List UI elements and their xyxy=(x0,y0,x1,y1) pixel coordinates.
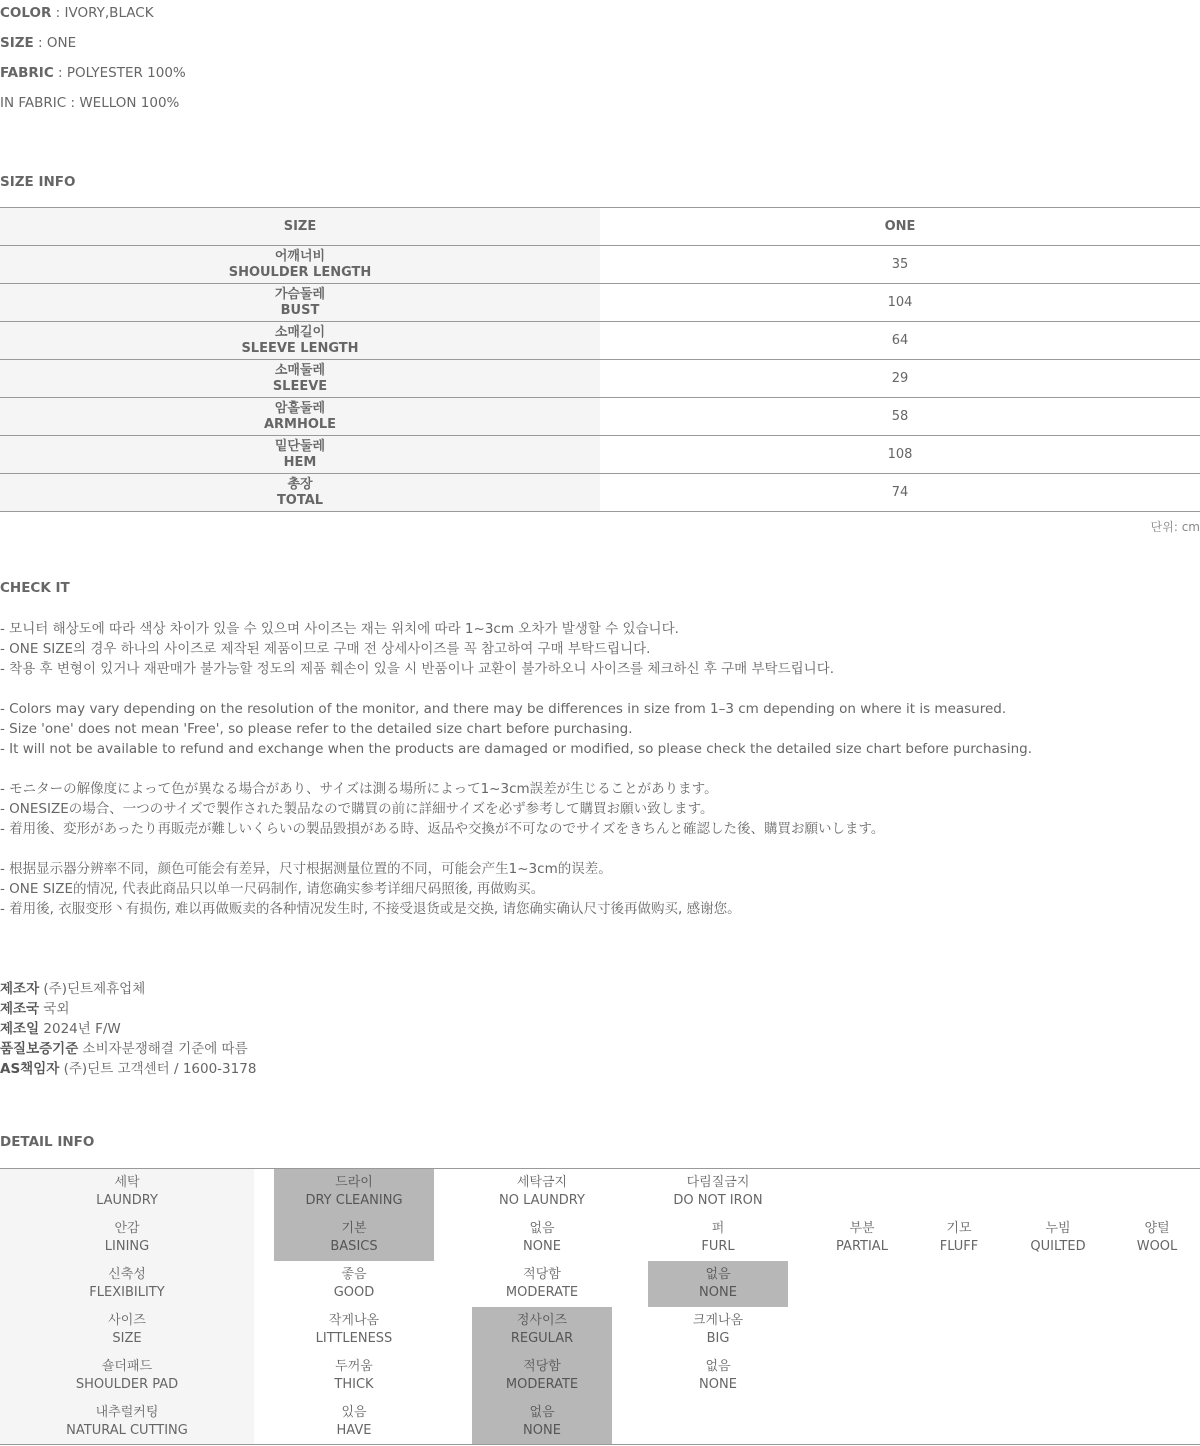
size-label-en: ARMHOLE xyxy=(263,416,337,432)
detail-option xyxy=(914,1215,1004,1261)
option-ko: 기본 xyxy=(341,1221,367,1236)
maker-country xyxy=(0,999,70,1019)
detail-label-ko: 세탁 xyxy=(114,1175,140,1190)
size-row-value: 29 xyxy=(891,371,909,386)
option-ko: 드라이 xyxy=(335,1175,373,1190)
detail-option-selected xyxy=(274,1215,434,1261)
size-row-label xyxy=(0,322,600,359)
option-ko: 없음 xyxy=(705,1267,731,1282)
size-label-en: TOTAL xyxy=(276,492,324,508)
size-row-value: 108 xyxy=(887,447,913,462)
maker-manufacturer xyxy=(0,979,145,999)
option-ko: 적당함 xyxy=(523,1267,561,1282)
size-info-title: SIZE INFO xyxy=(0,174,76,190)
option-ko: 두꺼움 xyxy=(335,1359,373,1374)
spec-key: COLOR xyxy=(0,5,52,21)
detail-label-size xyxy=(0,1307,254,1353)
size-header-label: SIZE xyxy=(0,208,600,245)
maker-value: (주)딘트제휴업체 xyxy=(39,981,146,997)
option-en: GOOD xyxy=(333,1285,375,1300)
maker-value: 소비자분쟁해결 기준에 따름 xyxy=(78,1041,248,1057)
detail-option-selected xyxy=(648,1261,788,1307)
detail-option xyxy=(274,1261,434,1307)
option-en: WOOL xyxy=(1136,1239,1178,1254)
option-en: MODERATE xyxy=(505,1377,579,1392)
spec-fabric xyxy=(0,63,186,83)
size-label-en: HEM xyxy=(283,454,317,470)
unit-note: 단위: cm xyxy=(1150,520,1200,534)
size-row-value: 74 xyxy=(891,485,909,500)
option-ko: 크게나옴 xyxy=(692,1313,744,1328)
option-ko: 다림질금지 xyxy=(686,1175,750,1190)
option-ko: 양털 xyxy=(1144,1221,1170,1236)
size-table xyxy=(0,207,1200,512)
maker-value: (주)딘트 고객센터 / 1600-3178 xyxy=(59,1061,257,1077)
detail-label-en: FLEXIBILITY xyxy=(89,1285,165,1300)
size-row-label xyxy=(0,436,600,473)
size-label-ko: 가슴둘레 xyxy=(274,286,326,302)
notice-line: - It will not be available to refund and exchange when the products are damaged or modified, so please check the detailed size chart before purchasing. xyxy=(0,741,1032,757)
option-en: DRY CLEANING xyxy=(305,1193,403,1208)
detail-option xyxy=(274,1353,434,1399)
size-label-ko: 어깨너비 xyxy=(274,248,326,264)
maker-key: AS책임자 xyxy=(0,1061,60,1077)
spec-key: FABRIC xyxy=(0,65,54,81)
option-ko: 작게나옴 xyxy=(328,1313,380,1328)
maker-key: 품질보증기준 xyxy=(0,1041,79,1057)
size-row-value: 64 xyxy=(891,333,909,348)
option-en: NONE xyxy=(699,1285,737,1300)
maker-value: 국외 xyxy=(39,1001,70,1017)
notice-line: - 着用後、変形があったり再販売が難しいくらいの製品毀損がある時、返品や交換が不可なのでサイズをきちんと確認した後、購買お願いします。 xyxy=(0,821,885,837)
detail-option xyxy=(1114,1215,1200,1261)
detail-bottom-rule xyxy=(0,1444,1200,1445)
option-en: FURL xyxy=(701,1239,735,1254)
size-label-ko: 밑단둘레 xyxy=(274,438,326,454)
detail-label-en: LAUNDRY xyxy=(96,1193,158,1208)
spec-color xyxy=(0,3,154,23)
spec-value: : ONE xyxy=(33,35,77,51)
notice-line: - 根据显示器分辨率不同，颜色可能会有差异，尺寸根据测量位置的不同，可能会产生1~3cm的误差。 xyxy=(0,861,612,877)
detail-label-flexibility xyxy=(0,1261,254,1307)
detail-option xyxy=(274,1307,434,1353)
size-row-label xyxy=(0,246,600,283)
spec-in-fabric xyxy=(0,93,179,113)
notice-line: - ONESIZEの場合、一つのサイズで製作された製品なので購買の前に詳細サイズを必ず参考して購買お願い致します。 xyxy=(0,801,714,817)
option-ko: 정사이즈 xyxy=(516,1313,568,1328)
size-row-label xyxy=(0,360,600,397)
spec-value: IN FABRIC : WELLON 100% xyxy=(0,95,180,111)
maker-value: 2024년 F/W xyxy=(39,1021,121,1037)
maker-as xyxy=(0,1059,256,1079)
table-row xyxy=(0,474,1200,512)
notice-line: - 착용 후 변형이 있거나 재판매가 불가능할 정도의 제품 훼손이 있을 시 반품이나 교환이 불가하오니 사이즈를 체크하신 후 구매 부탁드립니다. xyxy=(0,661,835,677)
option-ko: 세탁금지 xyxy=(516,1175,568,1190)
table-row xyxy=(0,246,1200,284)
detail-label-en: SHOULDER PAD xyxy=(75,1377,179,1392)
detail-option-selected xyxy=(472,1307,612,1353)
detail-option-selected xyxy=(472,1399,612,1444)
table-row xyxy=(0,284,1200,322)
option-en: DO NOT IRON xyxy=(673,1193,763,1208)
size-label-en: SLEEVE xyxy=(272,378,328,394)
detail-option xyxy=(1010,1215,1106,1261)
detail-label-lining xyxy=(0,1215,254,1261)
size-label-en: SLEEVE LENGTH xyxy=(241,340,359,356)
option-ko: 없음 xyxy=(705,1359,731,1374)
maker-quality xyxy=(0,1039,248,1059)
option-en: REGULAR xyxy=(510,1331,574,1346)
detail-option-selected xyxy=(472,1353,612,1399)
detail-label-en: LINING xyxy=(104,1239,150,1254)
check-it-title: CHECK IT xyxy=(0,580,70,596)
option-en: BASICS xyxy=(330,1239,378,1254)
option-en: FLUFF xyxy=(939,1239,979,1254)
option-ko: 기모 xyxy=(946,1221,972,1236)
detail-label-laundry xyxy=(0,1169,254,1215)
option-en: QUILTED xyxy=(1030,1239,1086,1254)
detail-label-ko: 숄더패드 xyxy=(101,1359,153,1374)
detail-option xyxy=(274,1399,434,1444)
detail-label-natural-cutting xyxy=(0,1399,254,1444)
detail-label-en: NATURAL CUTTING xyxy=(66,1422,188,1438)
maker-key: 제조자 xyxy=(0,981,40,997)
spec-value: : IVORY,BLACK xyxy=(51,5,154,21)
size-label-en: SHOULDER LENGTH xyxy=(228,264,372,280)
detail-option xyxy=(472,1261,612,1307)
size-label-ko: 소매둘레 xyxy=(274,362,326,378)
detail-label-ko: 사이즈 xyxy=(108,1313,146,1328)
table-row xyxy=(0,398,1200,436)
size-table-header xyxy=(0,208,1200,246)
option-en: LITTLENESS xyxy=(315,1331,393,1346)
detail-label-shoulder-pad xyxy=(0,1353,254,1399)
notice-line: - 모니터 해상도에 따라 색상 차이가 있을 수 있으며 사이즈는 재는 위치에 따라 1~3cm 오차가 발생할 수 있습니다. xyxy=(0,621,679,637)
option-ko: 퍼 xyxy=(711,1221,725,1236)
spec-value: : POLYESTER 100% xyxy=(53,65,186,81)
maker-key: 제조국 xyxy=(0,1001,40,1017)
notice-line: - Size 'one' does not mean 'Free', so please refer to the detailed size chart before purchasing. xyxy=(0,721,633,737)
option-en: PARTIAL xyxy=(836,1239,888,1254)
size-label-en: BUST xyxy=(280,302,320,318)
option-ko: 없음 xyxy=(529,1404,555,1420)
option-ko: 있음 xyxy=(341,1404,367,1420)
option-en: NO LAUNDRY xyxy=(499,1193,585,1208)
option-en: THICK xyxy=(334,1377,374,1392)
spec-key: SIZE xyxy=(0,35,34,51)
spec-size xyxy=(0,33,76,53)
detail-option xyxy=(648,1169,788,1215)
detail-option-selected xyxy=(274,1169,434,1215)
notice-line: - モニターの解像度によって色が異なる場合があり、サイズは測る場所によって1~3cm誤差が生じることがあります。 xyxy=(0,781,718,797)
size-row-value: 35 xyxy=(891,257,909,272)
option-en: NONE xyxy=(523,1422,561,1438)
detail-option xyxy=(472,1169,612,1215)
detail-option xyxy=(814,1215,910,1261)
option-ko: 적당함 xyxy=(523,1359,561,1374)
size-label-ko: 총장 xyxy=(287,476,313,492)
size-row-label xyxy=(0,474,600,511)
notice-line: - Colors may vary depending on the resolution of the monitor, and there may be differences in size from 1–3 cm depending on where it is measured. xyxy=(0,701,1007,717)
option-ko: 좋음 xyxy=(341,1267,367,1282)
detail-option xyxy=(648,1307,788,1353)
size-row-label xyxy=(0,398,600,435)
size-row-label xyxy=(0,284,600,321)
detail-option xyxy=(472,1215,612,1261)
table-row xyxy=(0,436,1200,474)
option-ko: 부분 xyxy=(849,1221,875,1236)
option-ko: 누빔 xyxy=(1045,1221,1071,1236)
option-en: NONE xyxy=(523,1239,561,1254)
option-en: MODERATE xyxy=(505,1285,579,1300)
notice-line: - ONE SIZE의 경우 하나의 사이즈로 제작된 제품이므로 구매 전 상세사이즈를 꼭 참고하여 구매 부탁드립니다. xyxy=(0,641,651,657)
option-en: NONE xyxy=(699,1377,737,1392)
size-label-ko: 암홀둘레 xyxy=(274,400,326,416)
option-en: HAVE xyxy=(336,1422,372,1438)
maker-key: 제조일 xyxy=(0,1021,40,1037)
notice-line: - ONE SIZE的情况, 代表此商品只以单一尺码制作, 请您确实参考详细尺码照後, 再做购买。 xyxy=(0,881,545,897)
option-en: BIG xyxy=(706,1331,730,1346)
size-label-ko: 소매길이 xyxy=(274,324,326,340)
size-row-value: 104 xyxy=(887,295,913,310)
table-row xyxy=(0,322,1200,360)
detail-label-ko: 내추럴커팅 xyxy=(95,1404,159,1420)
size-row-value: 58 xyxy=(891,409,909,424)
size-header-value: ONE xyxy=(884,219,916,234)
detail-label-ko: 신축성 xyxy=(108,1267,146,1282)
detail-option xyxy=(648,1353,788,1399)
detail-info-title: DETAIL INFO xyxy=(0,1134,95,1150)
notice-line: - 着用後, 衣服变形丶有损伤, 难以再做贩卖的各种情况发生时, 不接受退货或是交换, 请您确实确认尺寸後再做购买, 感谢您。 xyxy=(0,901,741,917)
table-row xyxy=(0,360,1200,398)
option-ko: 없음 xyxy=(529,1221,555,1236)
detail-label-en: SIZE xyxy=(112,1331,142,1346)
maker-date xyxy=(0,1019,121,1039)
detail-option xyxy=(648,1215,788,1261)
detail-label-ko: 안감 xyxy=(114,1221,140,1236)
